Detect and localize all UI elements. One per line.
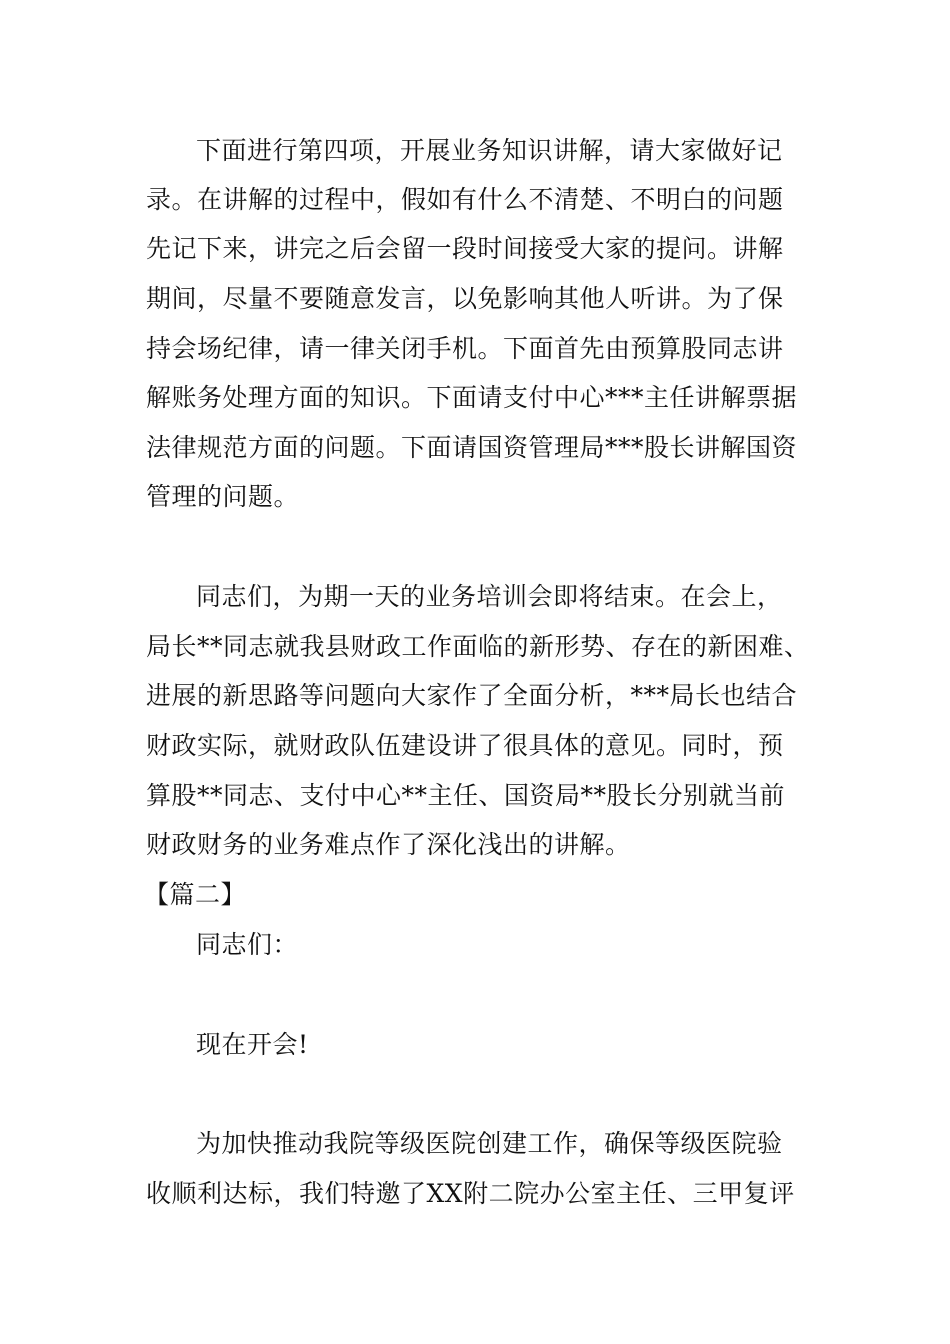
paragraph-2-line-4: 财政实际，就财政队伍建设讲了很具体的意见。同时，预 — [146, 731, 784, 760]
paragraph-2-line-2: 局长**同志就我县财政工作面临的新形势、存在的新困难、 — [146, 632, 810, 661]
opening-line: 现在开会! — [196, 1030, 309, 1059]
paragraph-1-line-4: 期间，尽量不要随意发言，以免影响其他人听讲。为了保 — [146, 284, 784, 313]
paragraph-1-line-8: 管理的问题。 — [146, 482, 300, 511]
greeting: 同志们： — [196, 930, 299, 959]
paragraph-2-line-1: 同志们，为期一天的业务培训会即将结束。在会上， — [196, 582, 783, 611]
paragraph-3-line-2: 收顺利达标，我们特邀了XX附二院办公室主任、三甲复评 — [146, 1179, 795, 1208]
paragraph-3-line-1: 为加快推动我院等级医院创建工作，确保等级医院验 — [196, 1129, 783, 1158]
paragraph-2-line-6: 财政财务的业务难点作了深化浅出的讲解。 — [146, 830, 631, 859]
paragraph-1-line-2: 录。在讲解的过程中，假如有什么不清楚、不明白的问题 — [146, 185, 784, 214]
paragraph-1-line-6: 解账务处理方面的知识。下面请支付中心***主任讲解票据 — [146, 383, 798, 412]
paragraph-1-line-1: 下面进行第四项，开展业务知识讲解，请大家做好记 — [196, 136, 783, 165]
paragraph-2-line-5: 算股**同志、支付中心**主任、国资局**股长分别就当前 — [146, 781, 786, 810]
paragraph-1-line-5: 持会场纪律，请一律关闭手机。下面首先由预算股同志讲 — [146, 334, 784, 363]
section-heading: 【篇二】 — [144, 880, 247, 909]
paragraph-1-line-3: 先记下来，讲完之后会留一段时间接受大家的提问。讲解 — [146, 234, 784, 263]
paragraph-1-line-7: 法律规范方面的问题。下面请国资管理局***股长讲解国资 — [146, 433, 798, 462]
paragraph-2-line-3: 进展的新思路等问题向大家作了全面分析，***局长也结合 — [146, 681, 798, 710]
